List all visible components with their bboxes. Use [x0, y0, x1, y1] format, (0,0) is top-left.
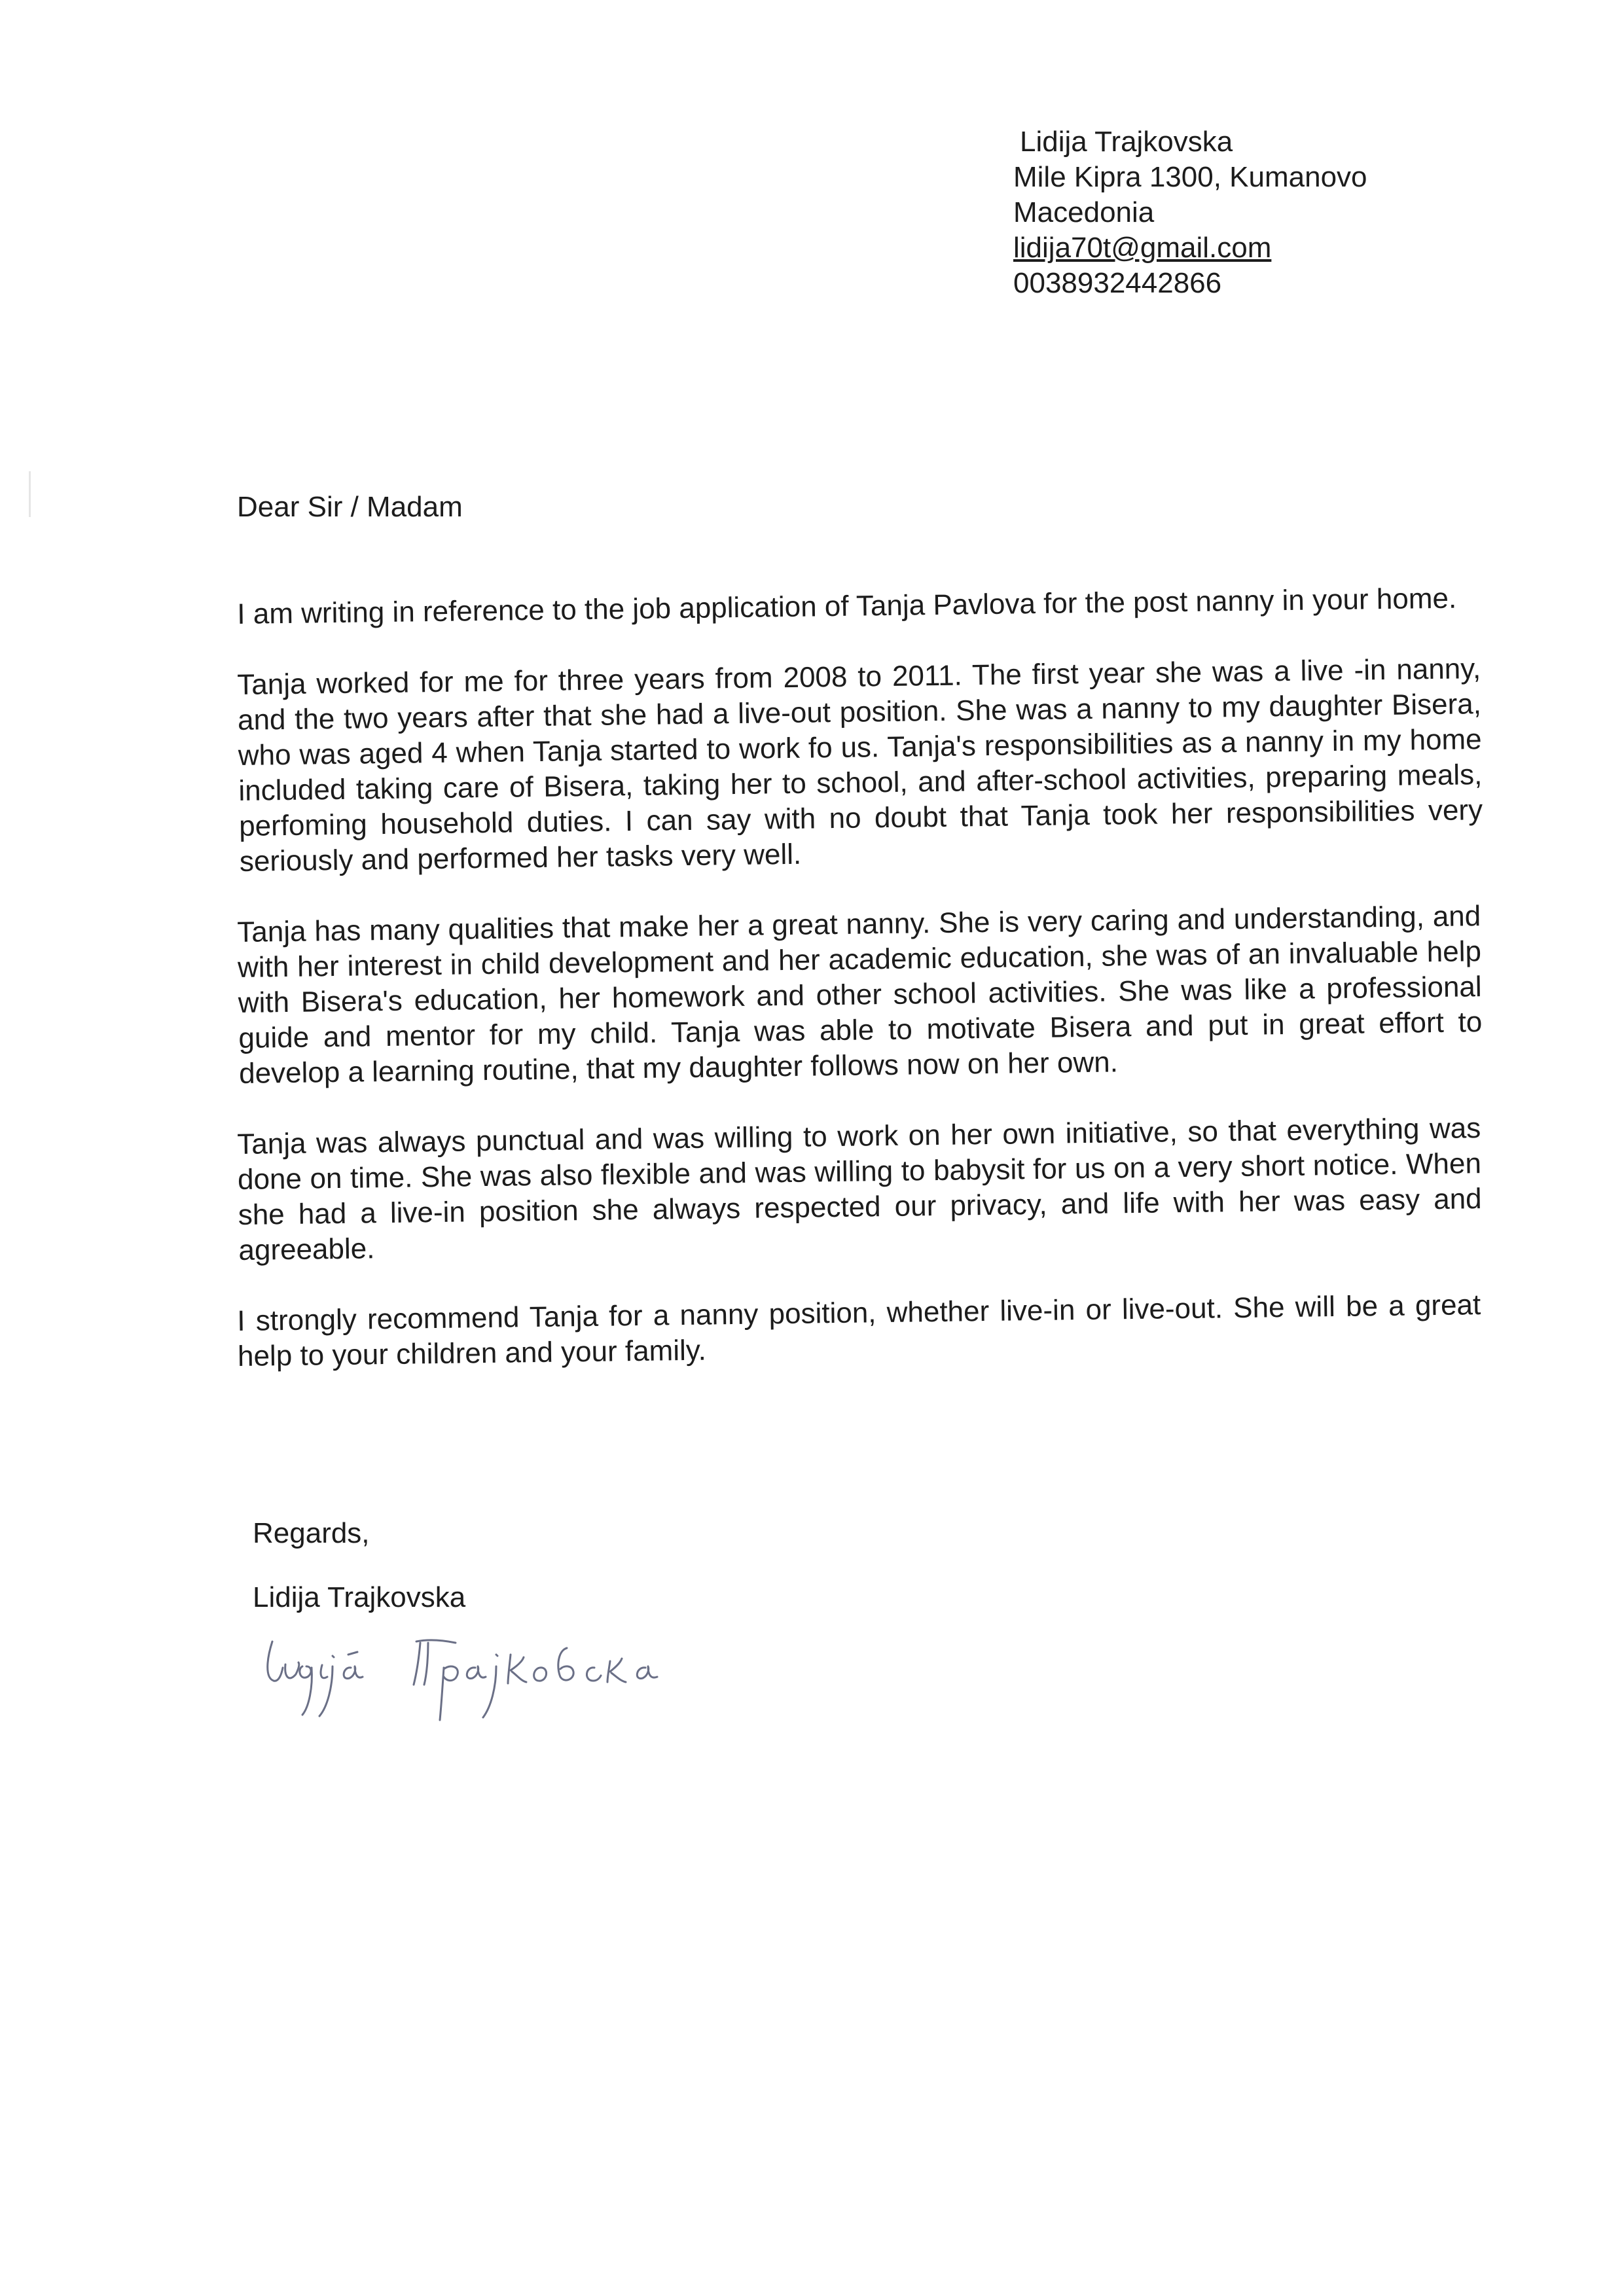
signer-name: Lidija Trajkovska — [253, 1581, 466, 1613]
letter-body — [237, 490, 1481, 1410]
paragraph-recommendation: I strongly recommend Tanja for a nanny position, whether live-in or live-out. She will be a great help to your children and your family. — [237, 1289, 1481, 1372]
sender-block — [1013, 124, 1367, 301]
scan-artifact — [29, 471, 31, 517]
closing-regards: Regards, — [253, 1517, 370, 1549]
sender-name: Lidija Trajkovska — [1020, 126, 1233, 158]
sender-phone: 0038932442866 — [1013, 267, 1222, 299]
paragraph-employment: Tanja worked for me for three years from 2008 to 2011. The first year she was a live -in nanny, and the two years after that she had a live-out position. She was a nanny to my daughter Bisera, who was aged 4 when Tanja started to work fo us. Tanja's responsibilities as a nanny in my home included taking care of Bisera, taking her to school, and after-school activities, preparing meals, perfoming household duties. I can say with no doubt that Tanja took her responsibilities very seriously and performed her tasks very well. — [237, 653, 1483, 878]
sender-email[interactable]: lidija70t@gmail.com — [1013, 232, 1272, 264]
sender-country: Macedonia — [1013, 196, 1155, 228]
closing-block — [253, 1516, 465, 1615]
sender-address: Mile Kipra 1300, Kumanovo — [1013, 161, 1367, 193]
paragraph-intro: I am writing in reference to the job application of Tanja Pavlova for the post nanny in your home. — [237, 582, 1457, 630]
handwritten-signature — [259, 1628, 665, 1727]
salutation: Dear Sir / Madam — [237, 491, 463, 523]
paragraph-reliability: Tanja was always punctual and was willing to work on her own initiative, so that everything was done on time. She was also flexible and was willing to babysit for us on a very short notice. When she had a live-in position she always respected our privacy, and life with her was easy and agreeable. — [237, 1112, 1482, 1266]
paragraph-qualities: Tanja has many qualities that make her a great nanny. She is very caring and understanding, and with her interest in child development and her academic education, she was of an invaluable help with Bisera's education, her homework and other school activities. She was like a professional guide and mentor for my child. Tanja was able to motivate Bisera and put in great effort to develop a learning routine, that my daughter follows now on her own. — [237, 900, 1483, 1090]
